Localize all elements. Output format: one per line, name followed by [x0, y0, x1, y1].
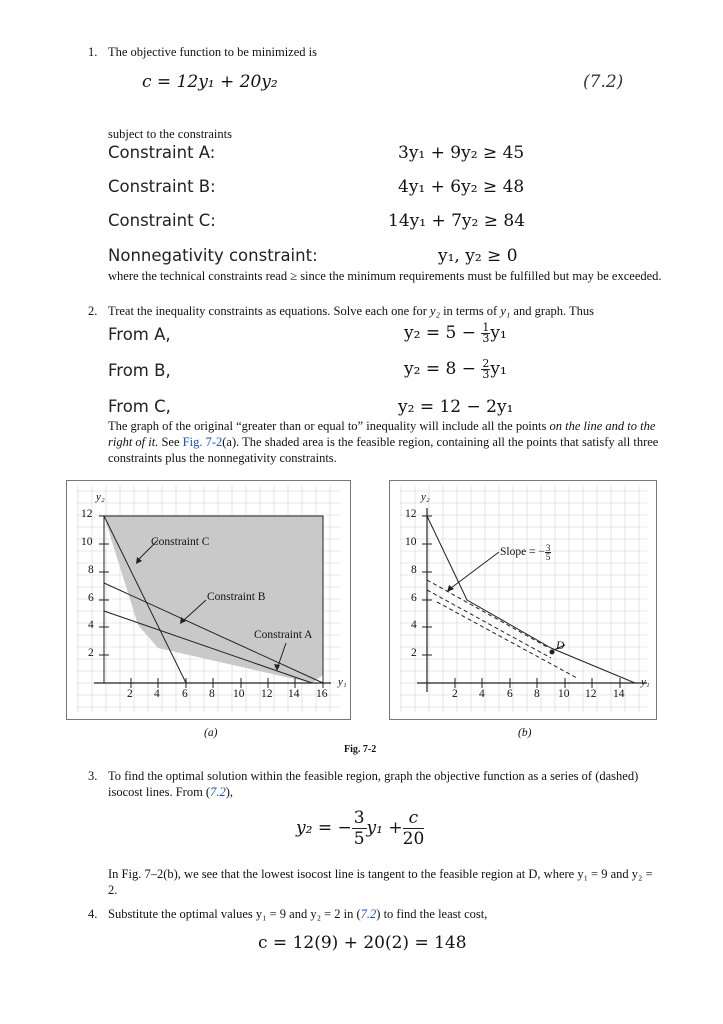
eq-link[interactable]: 7.2 [210, 785, 226, 799]
panel-b-xtick: 10 [558, 688, 570, 700]
constraint-c-label: Constraint C: [108, 211, 216, 230]
step-3-text: To find the optimal solution within the feasible region, graph the objective function as a series of (dashed) isocost lines. From (7.2), [108, 769, 639, 799]
panel-b-ytick: 10 [405, 536, 417, 548]
nonnegativity-expr: y₁, y₂ ≥ 0 [438, 246, 518, 266]
constraint-b-expr: 4y₁ + 6y₂ ≥ 48 [398, 177, 525, 197]
panel-b-xtick: 12 [585, 688, 597, 700]
slope-label: Slope = − $\frac{3}{5}$ [500, 543, 551, 562]
from-a-equation: y₂ = 5 − $\frac{1}{3}$ y₁ [404, 321, 507, 345]
constraint-a-label: Constraint A: [108, 143, 216, 162]
step-2-number: 2. [88, 304, 98, 318]
constraint-a-graph-label: Constraint A [254, 629, 313, 641]
panel-a-ytick: 6 [88, 592, 94, 604]
step-2-paragraph: The graph of the original “greater than or equal to” inequality will include all the points on the line and to the right of it. See Fig. 7-2(a). The shaded area is the feasible region, containing all the points that satisfy all three constraints plus the nonnegativity constraints. [108, 419, 659, 465]
panel-a-ytick: 4 [88, 619, 94, 631]
figure-caption: Fig. 7-2 [344, 744, 377, 755]
panel-b-ytick: 4 [411, 619, 417, 631]
step-1-note: where the technical constraints read ≥ since the minimum requirements must be fulfilled but may be exceeded. [108, 269, 662, 283]
panel-a-xtick: 8 [209, 688, 215, 700]
panel-b-xtick: 4 [479, 688, 485, 700]
from-a-label: From A, [108, 325, 171, 344]
panel-a-xtick: 12 [261, 688, 273, 700]
panel-a-xtick: 10 [233, 688, 245, 700]
panel-b-ytick: 2 [411, 647, 417, 659]
panel-b-xtick: 6 [507, 688, 513, 700]
panel-a-y-label: y₂ [96, 491, 105, 503]
panel-b-xtick: 8 [534, 688, 540, 700]
from-c-equation: y₂ = 12 − 2y₁ [398, 397, 514, 417]
panel-a-ytick: 2 [88, 647, 94, 659]
step-1-text: The objective function to be minimized is [108, 45, 317, 59]
step-3-number: 3. [88, 769, 98, 783]
step-2-text: Treat the inequality constraints as equations. Solve each one for y₂ in terms of y₁ and graph. Thus [108, 304, 595, 318]
eq-link-2[interactable]: 7.2 [360, 907, 377, 921]
panel-b-ytick: 12 [405, 508, 417, 520]
from-b-label: From B, [108, 361, 171, 380]
step-4-text: Substitute the optimal values y₁ = 9 and y₂ = 2 in (7.2) to find the least cost, [108, 907, 488, 921]
panel-b-y-label: y₂ [421, 491, 430, 503]
constraint-b-graph-label: Constraint B [207, 591, 266, 603]
panel-a-xtick: 14 [288, 688, 300, 700]
figure-panel-b [389, 480, 657, 720]
nonnegativity-label: Nonnegativity constraint: [108, 246, 318, 265]
panel-b-ytick: 8 [411, 564, 417, 576]
subject-text: subject to the constraints [108, 127, 232, 141]
panel-a-xtick: 16 [316, 688, 328, 700]
step-3-paragraph: In Fig. 7–2(b), we see that the lowest isocost line is tangent to the feasible region at D, where y₁ = 9 and y₂ = 2. [108, 867, 653, 897]
constraint-c-label: Constraint C [151, 536, 210, 548]
constraint-b-label: Constraint B: [108, 177, 216, 196]
panel-a-x-label: y₁ [338, 676, 347, 688]
panel-a-ytick: 12 [81, 508, 93, 520]
panel-a-xtick: 4 [154, 688, 160, 700]
least-cost-equation: c = 12(9) + 20(2) = 148 [258, 933, 467, 953]
from-b-equation: y₂ = 8 − $\frac{2}{3}$ y₁ [404, 357, 507, 381]
point-d-label: D [556, 640, 565, 652]
panel-a-ytick: 8 [88, 564, 94, 576]
panel-b-xtick: 14 [613, 688, 625, 700]
panel-b-xtick: 2 [452, 688, 458, 700]
constraint-c-expr: 14y₁ + 7y₂ ≥ 84 [388, 211, 526, 231]
panel-a-xtick: 2 [127, 688, 133, 700]
panel-b-ytick: 6 [411, 592, 417, 604]
constraint-a-expr: 3y₁ + 9y₂ ≥ 45 [398, 143, 525, 163]
panel-b-x-label: y₁ [641, 676, 650, 688]
panel-b-sublabel: (b) [518, 727, 532, 739]
fig-link[interactable]: Fig. 7-2 [182, 435, 223, 449]
from-c-label: From C, [108, 397, 171, 416]
panel-a-ytick: 10 [81, 536, 93, 548]
isocost-equation: y₂ = − $\frac{3}{5}$ y₁ + $\frac{c}{20}$ [296, 808, 425, 849]
objective-equation: c = 12y₁ + 20y₂ [142, 72, 278, 92]
step-4-number: 4. [88, 907, 98, 921]
step-1-number: 1. [88, 45, 98, 59]
optimal-point [550, 650, 555, 655]
panel-a-xtick: 6 [182, 688, 188, 700]
panel-a-sublabel: (a) [204, 727, 218, 739]
equation-number: (7.2) [583, 72, 624, 92]
